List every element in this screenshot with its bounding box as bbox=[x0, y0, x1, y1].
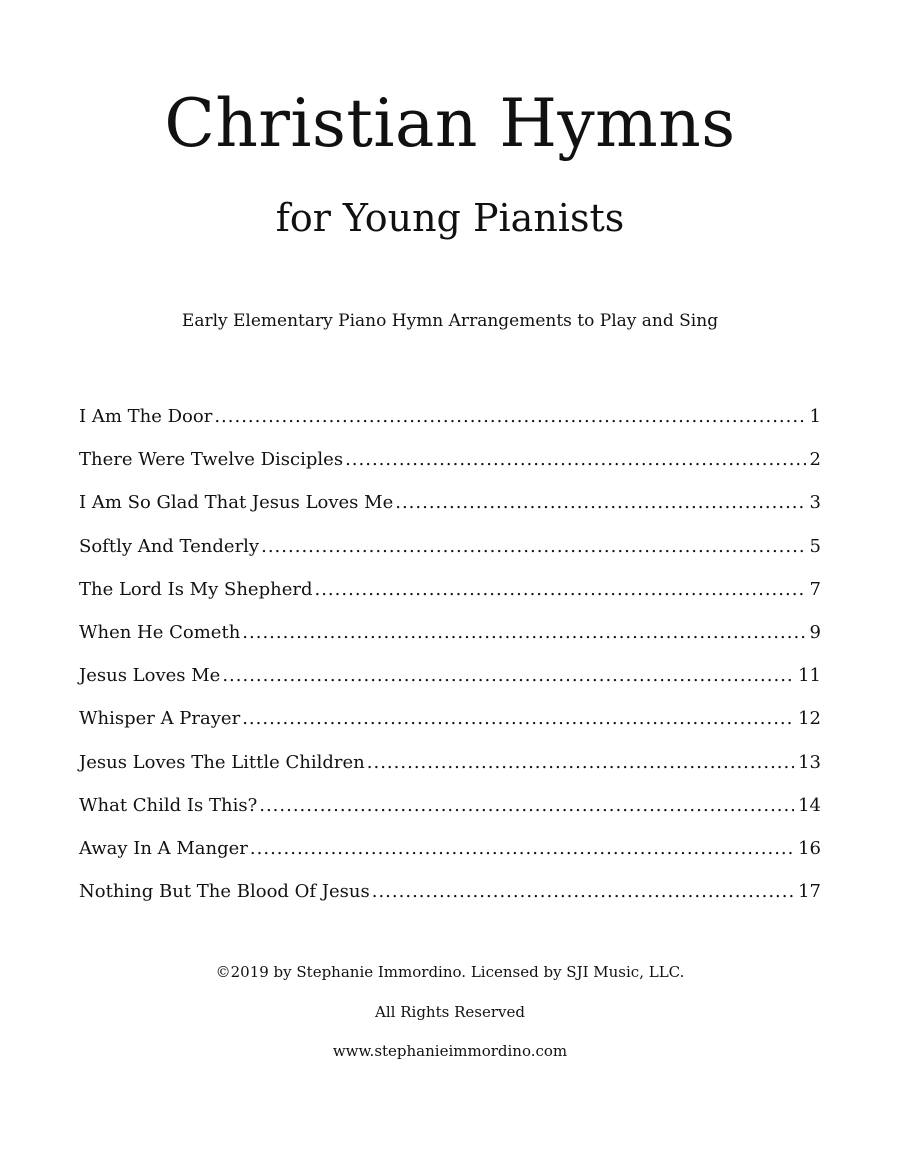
toc-entry-title: Softly And Tenderly bbox=[79, 535, 260, 557]
toc-entry-title: What Child Is This? bbox=[79, 794, 258, 816]
toc-entry-page: 12 bbox=[798, 708, 821, 730]
toc-leader-dots bbox=[261, 535, 805, 559]
toc-entry bbox=[79, 491, 821, 534]
toc-entry-page: 7 bbox=[809, 578, 821, 600]
page-title: Christian Hymns bbox=[164, 85, 736, 162]
toc-entry-page: 9 bbox=[809, 621, 821, 643]
toc-leader-dots bbox=[259, 794, 794, 818]
toc-entry bbox=[79, 837, 821, 880]
toc-entry-title: Away In A Manger bbox=[79, 837, 248, 859]
tagline: Early Elementary Piano Hymn Arrangements to Play and Sing bbox=[181, 311, 719, 331]
toc-entry bbox=[79, 794, 821, 837]
toc-leader-dots bbox=[242, 621, 805, 645]
rights-notice: All Rights Reserved bbox=[375, 1003, 525, 1021]
toc-entry-title: Nothing But The Blood Of Jesus bbox=[79, 881, 370, 903]
toc-entry-title: Jesus Loves Me bbox=[79, 665, 221, 687]
toc-entry-title: Whisper A Prayer bbox=[79, 708, 241, 730]
toc-leader-dots bbox=[222, 664, 794, 688]
toc-entry-page: 16 bbox=[798, 837, 821, 859]
toc-entry bbox=[79, 448, 821, 491]
toc-entry-page: 11 bbox=[798, 665, 821, 687]
toc-leader-dots bbox=[242, 707, 794, 731]
toc-entry bbox=[79, 707, 821, 750]
toc-entry bbox=[79, 578, 821, 621]
toc-leader-dots bbox=[250, 837, 794, 861]
toc-entry-title: I Am The Door bbox=[79, 406, 213, 427]
table-of-contents bbox=[79, 405, 821, 923]
toc-entry-title: The Lord Is My Shepherd bbox=[79, 578, 313, 600]
toc-entry-page: 2 bbox=[809, 449, 821, 471]
toc-entry-page: 1 bbox=[809, 406, 821, 427]
toc-leader-dots bbox=[395, 491, 805, 515]
page-subtitle: for Young Pianists bbox=[275, 196, 625, 240]
toc-leader-dots bbox=[214, 405, 805, 429]
toc-entry-title: I Am So Glad That Jesus Loves Me bbox=[79, 492, 394, 514]
toc-entry bbox=[79, 664, 821, 707]
toc-entry bbox=[79, 751, 821, 794]
toc-entry-title: Jesus Loves The Little Children bbox=[79, 751, 365, 773]
toc-entry bbox=[79, 880, 821, 923]
toc-entry-page: 17 bbox=[798, 881, 821, 903]
toc-leader-dots bbox=[372, 880, 794, 904]
toc-entry-page: 3 bbox=[809, 492, 821, 514]
toc-entry bbox=[79, 405, 821, 448]
toc-entry bbox=[79, 621, 821, 664]
toc-entry-page: 13 bbox=[798, 751, 821, 773]
toc-entry bbox=[79, 535, 821, 578]
toc-leader-dots bbox=[367, 751, 794, 775]
toc-leader-dots bbox=[345, 448, 805, 472]
toc-entry-page: 14 bbox=[798, 794, 821, 816]
copyright-notice: ©2019 by Stephanie Immordino. Licensed by SJI Music, LLC. bbox=[215, 963, 685, 981]
toc-entry-title: There Were Twelve Disciples bbox=[79, 449, 344, 471]
toc-entry-page: 5 bbox=[809, 535, 821, 557]
toc-entry-title: When He Cometh bbox=[79, 621, 241, 643]
toc-leader-dots bbox=[314, 578, 805, 602]
website-url: www.stephanieimmordino.com bbox=[332, 1042, 568, 1060]
